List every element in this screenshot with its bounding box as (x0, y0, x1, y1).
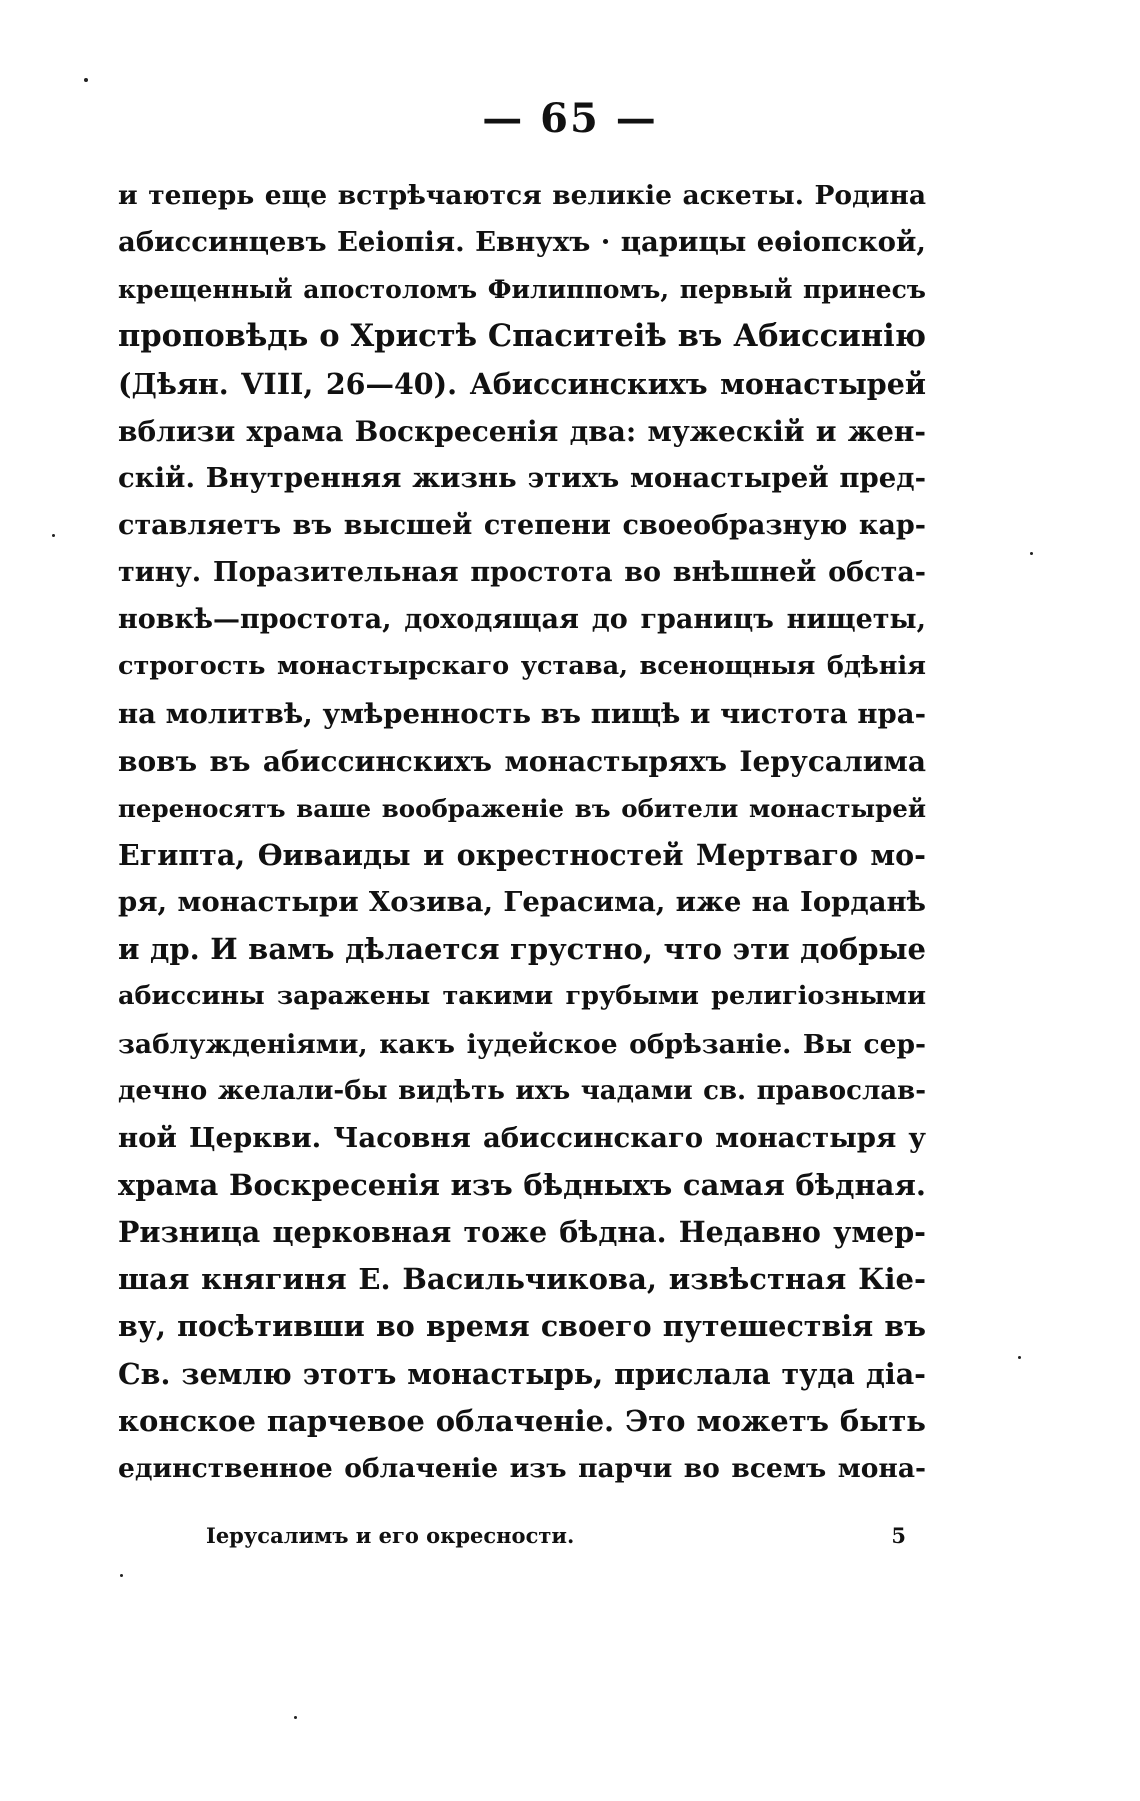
print-speck (294, 1716, 297, 1719)
page-number: — 65 — (482, 95, 658, 142)
text-line: ву, посѣтивши во время своего путешествія въ (118, 1309, 926, 1344)
text-line: новкѣ—простота, доходящая до границъ нищеты, (118, 604, 926, 636)
text-line: Египта, Ѳиваиды и окрестностей Мертваго мо- (118, 837, 926, 872)
text-line: вблизи храма Воскресенія два: мужескій и жен- (118, 414, 926, 448)
print-speck (1030, 552, 1033, 555)
text-line: и др. И вамъ дѣлается грустно, что эти добрые (118, 932, 926, 967)
text-line: ря, монастыри Хозива, Герасима, иже на Іорданѣ (118, 886, 926, 919)
text-line: переносятъ ваше воображеніе въ обители монастырей (118, 793, 926, 823)
text-line: заблужденіями, какъ іудейское обрѣзаніе. Вы сер- (118, 1028, 926, 1060)
text-line: абиссины заражены такими грубыми религіозными (118, 981, 926, 1012)
print-speck (1018, 1356, 1021, 1359)
text-line: конское парчевое облаченіе. Это можетъ быть (118, 1403, 926, 1438)
text-line: и теперь еще встрѣчаются великіе аскеты. Родина (118, 180, 926, 211)
text-line: вовъ въ абиссинскихъ монастыряхъ Іерусалима (118, 744, 926, 778)
text-line: на молитвѣ, умѣренность въ пищѣ и чистота нра- (118, 697, 926, 730)
text-line: абиссинцевъ Ееіопія. Евнухъ · царицы еѳіопской, (118, 226, 926, 259)
running-footer-title: Іерусалимъ и его окресности. (206, 1523, 575, 1548)
text-line: дечно желали-бы видѣть ихъ чадами св. православ- (118, 1075, 926, 1106)
text-line: (Дѣян. VIII, 26—40). Абиссинскихъ монастырей (118, 366, 926, 401)
text-line: строгость монастырскаго устава, всенощныя бдѣнія (118, 651, 926, 682)
text-line: проповѣдь о Христѣ Спаситеіѣ въ Абиссинію (118, 318, 926, 355)
text-line: крещенный апостоломъ Филиппомъ, первый принесъ (118, 275, 926, 305)
text-line: тину. Поразительная простота во внѣшней обста- (118, 557, 926, 589)
text-line: храма Воскресенія изъ бѣдныхъ самая бѣдная. (118, 1167, 926, 1202)
text-line: единственное облаченіе изъ парчи во всемъ мона- (118, 1452, 926, 1484)
print-speck (84, 78, 88, 82)
page-footer (206, 1516, 906, 1556)
text-line: шая княгиня Е. Васильчикова, извѣстная Кіе- (118, 1262, 926, 1297)
text-line: скій. Внутренняя жизнь этихъ монастырей пред- (118, 461, 926, 494)
text-line: ной Церкви. Часовня абиссинскаго монастыря у (118, 1121, 926, 1154)
body-text (118, 172, 926, 1492)
signature-mark: 5 (891, 1523, 906, 1548)
print-speck (52, 534, 55, 537)
print-speck (120, 1574, 123, 1577)
text-line: Св. землю этотъ монастырь, прислала туда діа- (118, 1356, 926, 1391)
text-line: Ризница церковная тоже бѣдна. Недавно умер- (118, 1215, 926, 1250)
text-line: ставляетъ въ высшей степени своеобразную кар- (118, 509, 926, 541)
